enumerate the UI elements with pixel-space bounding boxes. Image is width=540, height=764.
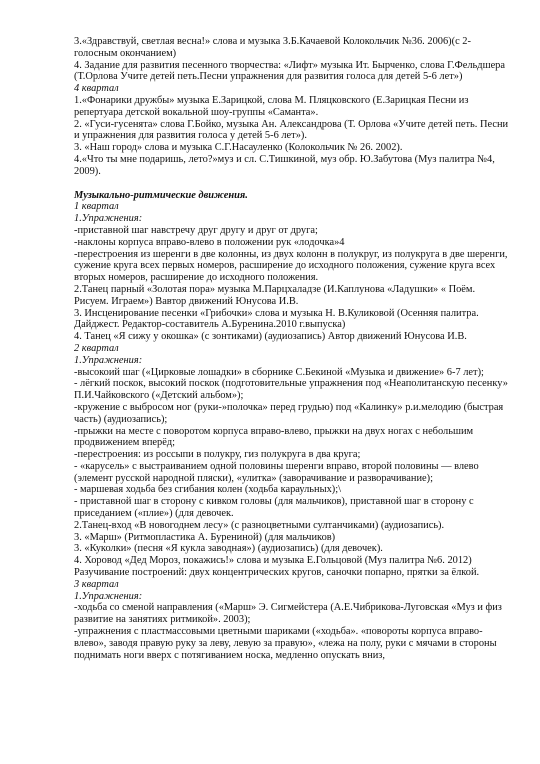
paragraph: - лёгкий поскок, высокий поскок (подготовительные упражнения под «Неаполитанскую песенку» П.И.Чайковского («Детский альбом»); [74,378,508,402]
paragraph: 3. Инсценирование песенки «Грибочки» слова и музыка Н. В.Куликовой (Осенняя палитра. Дайджест. Редактор-составитель А.Буренина.2010 г.выпуска) [74,307,479,331]
paragraph: -ходьба со сменой направления («Марш» Э. Сигмейстера (А.Е.Чибрикова-Луговская «Муз и физ развитие на занятиях ритмикой». 2003); [74,602,502,626]
subheading: 2 квартал [74,342,119,354]
subheading: 1 квартал [74,201,119,213]
paragraph: 3. «Марш» (Ритмопластика А. Бурениной) (для мальчиков) [74,531,336,543]
paragraph: 2.Танец парный «Золотая пора» музыка М.Парцхаладзе (И.Каплунова «Ладушки» « Поём. Рисуем. Играем») Вавтор движений Юнусова И.В. [74,283,476,307]
paragraph: 4. Хоровод «Дед Мороз, покажись!» слова и музыка Е.Гольцовой (Муз палитра №6. 2012) Разучивание построений: двух концентрических кругов, саночки попарно, прятки за ёлкой. [74,555,480,579]
paragraph: 4.«Что ты мне подаришь, лето?»муз и сл. С.Тишкиной, муз обр. Ю.Забутова (Муз палитра №4, 2009). [74,153,495,177]
subheading: 4 квартал [74,83,119,95]
paragraph: 2.Танец-вход «В новогоднем лесу» (с разноцветными султанчиками) (аудиозапись). [74,519,445,531]
paragraph: 3. «Наш город» слова и музыка С.Г.Насауленко (Колокольчик № 26. 2002). [74,142,403,154]
paragraph: -высокоий шаг («Цирковые лошадки» в сборнике С.Бекиной «Музыка и движение» 6-7 лет); [74,366,484,378]
paragraph-gap [74,178,510,190]
paragraph: -перестроения: из россыпи в полукру, гиз полукруга в два круга; [74,449,361,461]
paragraph: -прыжки на месте с поворотом корпуса вправо-влево, прыжки на двух ногах с небольшим продвижением вперёд; [74,425,474,449]
section-heading: Музыкально-ритмические движения. [74,189,248,201]
paragraph: 1.«Фонарики дружбы» музыка Е.Зарицкой, слова М. Пляцковского (Е.Зарицкая Песни из репертуара детской вокальной шоу-группы «Саманта». [74,94,469,118]
paragraph: -упражнения с пластмассовыми цветными шариками («ходьба». «повороты корпуса вправо-влево», заводя правую руку за леву, левую за правую», «лежа на полу, руки с мячами в стороны поднимать ноги вверх с потягиванием носка, медленно опускать вниз, [74,626,497,661]
subheading: 1.Упражнения: [74,590,143,602]
paragraph: 3.«Здравствуй, светлая весна!» слова и музыка З.Б.Качаевой Колокольчик №36. 2006)(с 2-голосным окончанием) [74,36,471,59]
paragraph: 4. Танец «Я сижу у окошка» (с зонтиками) (аудиозапись) Автор движений Юнусова И.В. [74,331,467,343]
paragraph: 4. Задание для развития песенного творчества: «Лифт» музыка Ит. Бырченко, слова Г.Фельдшера (Т.Орлова Учите детей петь.Песни упражнения для развития голоса для детей 5-6 лет») [74,59,505,83]
document-text [74,36,510,661]
paragraph: -наклоны корпуса вправо-влево в положении рук «лодочка»4 [74,236,345,248]
paragraph: 2. «Гуси-гусенята» слова Г.Бойко, музыка Ан. Александрова (Т. Орлова «Учите детей петь. Песни и упражнения для развития голоса у детей 5-6 лет»). [74,118,509,142]
paragraph: -перестроения из шеренги в две колонны, из двух колонн в полукруг, из полукруга в две шеренги, сужение круга всех первых номеров, расширение до исходного положения, сужение круга всех вторых номеров, расширение до исходного положения. [74,248,508,284]
paragraph: -кружение с выбросом ног (руки-»полочка» перед грудью) под «Калинку» р.и.мелодию (быстрая часть) (аудиозапись); [74,401,504,425]
paragraph: - «карусель» с выстраиванием одной половины шеренги вправо, второй половины — влево (элемент русской народной пляски), «улитка» (заворачивание и разворачивание); [74,460,479,484]
paragraph: -приставной шаг навстречу друг другу и друг от друга; [74,224,318,236]
paragraph: - приставной шаг в сторону с кивком головы (для мальчиков), приставной шаг в сторону с приседанием («плие») (для девочек. [74,496,474,520]
subheading: 1.Упражнения: [74,354,143,366]
subheading: 1.Упражнения: [74,213,143,225]
subheading: 3 квартал [74,578,119,590]
paragraph: 3. «Куколки» (песня «Я кукла заводная») (аудиозапись) (для девочек). [74,543,383,555]
paragraph: - маршевая ходьба без сгибания колен (ходьба караульных);\ [74,484,342,496]
